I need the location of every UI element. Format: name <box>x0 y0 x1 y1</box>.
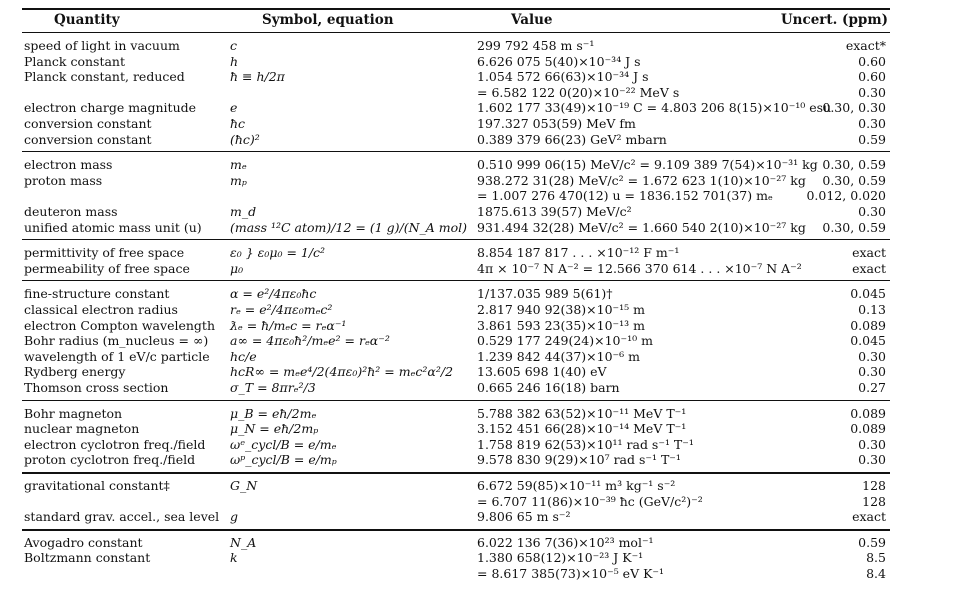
value-cell: 197.327 053(59) MeV fm <box>477 116 636 131</box>
quantity-cell: proton cyclotron freq./field <box>24 452 196 468</box>
table-row <box>22 85 890 100</box>
value-cell: 1/137.035 989 5(61)† <box>477 286 613 302</box>
value-cell: 6.672 59(85)×10⁻¹¹ m³ kg⁻¹ s⁻² <box>477 478 676 493</box>
uncert-cell: 0.27 <box>858 380 886 395</box>
symbol-cell: ε₀ } ε₀μ₀ = 1/c² <box>230 245 326 261</box>
symbol-cell: (mass ¹²C atom)/12 = (1 g)/(N_A mol) <box>230 219 468 235</box>
table-row <box>22 452 890 467</box>
value-cell: 6.022 136 7(36)×10²³ mol⁻¹ <box>477 534 654 550</box>
quantity-cell: fine-structure constant <box>24 286 170 302</box>
top-rule <box>22 8 890 10</box>
table-row <box>22 116 890 131</box>
header-symbol: Symbol, equation <box>262 12 394 28</box>
group-rule <box>22 280 890 281</box>
table-row <box>22 38 890 53</box>
table-row <box>22 535 890 550</box>
quantity-cell: Planck constant, reduced <box>24 69 185 85</box>
uncert-cell: 0.089 <box>850 421 886 437</box>
table-row <box>22 566 890 581</box>
symbol-cell: (ħc)² <box>230 131 260 147</box>
uncert-cell: 0.59 <box>858 131 886 147</box>
table-row <box>22 478 890 493</box>
value-cell: 3.861 593 23(35)×10⁻¹³ m <box>477 317 645 333</box>
uncert-cell: 0.30 <box>858 364 886 380</box>
value-cell: 1.380 658(12)×10⁻²³ J K⁻¹ <box>477 550 644 566</box>
group-rule <box>22 151 890 152</box>
quantity-cell: gravitational constant‡ <box>24 478 170 493</box>
table-row <box>22 364 890 379</box>
symbol-cell: ħc <box>230 116 246 131</box>
value-cell: 4π × 10⁻⁷ N A⁻² = 12.566 370 614 . . . ×10⁻⁷ N A⁻² <box>477 260 802 276</box>
symbol-cell: ƛₑ = ħ/mₑc = rₑα⁻¹ <box>230 317 347 333</box>
table-row <box>22 69 890 84</box>
table-row <box>22 349 890 364</box>
table-row <box>22 173 890 188</box>
uncert-cell: 0.30 <box>858 116 886 131</box>
symbol-cell: σ_T = 8πrₑ²/3 <box>230 380 316 395</box>
uncert-cell: 0.045 <box>850 333 886 349</box>
quantity-cell: electron charge magnitude <box>24 100 197 116</box>
quantity-cell: nuclear magneton <box>24 421 140 437</box>
quantity-cell: permittivity of free space <box>24 245 185 261</box>
quantity-cell: electron Compton wavelength <box>24 317 215 333</box>
uncert-cell: 8.5 <box>866 550 886 566</box>
value-cell: = 1.007 276 470(12) u = 1836.152 701(37) mₑ <box>477 188 773 204</box>
value-cell: 6.626 075 5(40)×10⁻³⁴ J s <box>477 53 641 69</box>
symbol-cell: e <box>230 100 238 116</box>
value-cell: 1.239 842 44(37)×10⁻⁶ m <box>477 348 640 364</box>
quantity-cell: Boltzmann constant <box>24 550 151 566</box>
uncert-cell: 128 <box>862 478 886 493</box>
header-rule <box>22 32 890 33</box>
quantity-cell: Rydberg energy <box>24 364 126 380</box>
uncert-cell: 0.30, 0.59 <box>822 157 886 173</box>
group-rule <box>22 400 890 401</box>
quantity-cell: proton mass <box>24 172 103 188</box>
table-row <box>22 318 890 333</box>
symbol-cell: c <box>230 38 238 53</box>
value-cell: 1875.613 39(57) MeV/c² <box>477 204 632 219</box>
uncert-cell: 0.30 <box>858 204 886 219</box>
quantity-cell: electron mass <box>24 157 113 173</box>
table-row <box>22 132 890 147</box>
symbol-cell: a∞ = 4πε₀ħ²/mₑe² = rₑα⁻² <box>230 333 390 349</box>
uncert-cell: exact <box>852 509 886 525</box>
symbol-cell: hcR∞ = mₑe⁴/2(4πε₀)²ħ² = mₑc²α²/2 <box>230 364 454 380</box>
value-cell: 1.758 819 62(53)×10¹¹ rad s⁻¹ T⁻¹ <box>477 436 694 452</box>
value-cell: = 6.582 122 0(20)×10⁻²² MeV s <box>477 84 680 100</box>
symbol-cell: mₚ <box>230 172 247 188</box>
quantity-cell: classical electron radius <box>24 302 178 317</box>
quantity-cell: electron cyclotron freq./field <box>24 436 206 452</box>
quantity-cell: Thomson cross section <box>24 380 169 395</box>
value-cell: 13.605 698 1(40) eV <box>477 364 607 380</box>
table-row <box>22 245 890 260</box>
value-cell: 931.494 32(28) MeV/c² = 1.660 540 2(10)×10⁻²⁷ kg <box>477 219 806 235</box>
uncert-cell: 0.30, 0.59 <box>822 219 886 235</box>
table-row <box>22 204 890 219</box>
symbol-cell: ωᵖ_cycl/B = e/mₚ <box>230 452 337 468</box>
symbol-cell: ħ ≡ h/2π <box>230 69 285 85</box>
quantity-cell: conversion constant <box>24 116 152 131</box>
value-cell: 938.272 31(28) MeV/c² = 1.672 623 1(10)×10⁻²⁷ kg <box>477 172 806 188</box>
value-cell: 5.788 382 63(52)×10⁻¹¹ MeV T⁻¹ <box>477 405 687 421</box>
symbol-cell: mₑ <box>230 157 247 173</box>
symbol-cell: rₑ = e²/4πε₀mₑc² <box>230 302 333 317</box>
group-rule <box>22 239 890 240</box>
uncert-cell: 0.045 <box>850 286 886 302</box>
value-cell: 1.602 177 33(49)×10⁻¹⁹ C = 4.803 206 8(15)×10⁻¹⁰ esu <box>477 100 832 116</box>
symbol-cell: ωᵉ_cycl/B = e/mₑ <box>230 436 337 452</box>
uncert-cell: 0.30 <box>858 436 886 452</box>
uncert-cell: 0.089 <box>850 317 886 333</box>
uncert-cell: 8.4 <box>866 566 886 581</box>
value-cell: 2.817 940 92(38)×10⁻¹⁵ m <box>477 302 645 317</box>
table-row <box>22 286 890 301</box>
uncert-cell: exact <box>852 245 886 261</box>
table-row <box>22 509 890 524</box>
uncert-cell: 0.012, 0.020 <box>806 188 886 204</box>
header-uncert: Uncert. (ppm) <box>780 12 888 28</box>
symbol-cell: μ₀ <box>230 260 244 276</box>
table-row <box>22 220 890 235</box>
value-cell: 1.054 572 66(63)×10⁻³⁴ J s <box>477 69 649 85</box>
value-cell: 8.854 187 817 . . . ×10⁻¹² F m⁻¹ <box>477 245 680 261</box>
symbol-cell: G_N <box>230 478 258 493</box>
table-row <box>22 406 890 421</box>
uncert-cell: 0.60 <box>858 53 886 69</box>
value-cell: 299 792 458 m s⁻¹ <box>477 38 595 53</box>
group-rule <box>22 472 890 474</box>
symbol-cell: μ_B = eħ/2mₑ <box>230 405 317 421</box>
quantity-cell: wavelength of 1 eV/c particle <box>24 348 210 364</box>
symbol-cell: hc/e <box>230 348 257 364</box>
table-row <box>22 54 890 69</box>
uncert-cell: 0.089 <box>850 405 886 421</box>
uncert-cell: exact <box>852 260 886 276</box>
quantity-cell: unified atomic mass unit (u) <box>24 219 202 235</box>
uncert-cell: exact* <box>845 38 886 53</box>
table-row <box>22 494 890 509</box>
value-cell: 0.665 246 16(18) barn <box>477 380 620 395</box>
symbol-cell: N_A <box>230 534 257 550</box>
quantity-cell: permeability of free space <box>24 260 190 276</box>
table-row <box>22 550 890 565</box>
header-value: Value <box>511 12 553 28</box>
uncert-cell: 0.30, 0.30 <box>822 100 886 116</box>
uncert-cell: 0.60 <box>858 69 886 85</box>
table-row <box>22 421 890 436</box>
symbol-cell: m_d <box>230 204 257 219</box>
quantity-cell: Bohr magneton <box>24 405 123 421</box>
symbol-cell: h <box>230 53 239 69</box>
value-cell: 0.510 999 06(15) MeV/c² = 9.109 389 7(54)×10⁻³¹ kg <box>477 157 818 173</box>
table-row <box>22 333 890 348</box>
value-cell: 9.806 65 m s⁻² <box>477 509 571 525</box>
header-quantity: Quantity <box>54 12 120 28</box>
quantity-cell: speed of light in vacuum <box>24 38 180 53</box>
quantity-cell: Planck constant <box>24 53 126 69</box>
value-cell: 3.152 451 66(28)×10⁻¹⁴ MeV T⁻¹ <box>477 421 687 437</box>
uncert-cell: 0.30, 0.59 <box>822 172 886 188</box>
value-cell: 9.578 830 9(29)×10⁷ rad s⁻¹ T⁻¹ <box>477 452 681 468</box>
table-row <box>22 100 890 115</box>
table-row <box>22 188 890 203</box>
table-row <box>22 302 890 317</box>
table-row <box>22 437 890 452</box>
value-cell: = 6.707 11(86)×10⁻³⁹ ħc (GeV/c²)⁻² <box>477 493 703 509</box>
quantity-cell: Avogadro constant <box>24 534 143 550</box>
symbol-cell: k <box>230 550 238 566</box>
symbol-cell: α = e²/4πε₀ħc <box>230 286 317 302</box>
uncert-cell: 0.13 <box>858 302 886 317</box>
uncert-cell: 0.30 <box>858 452 886 468</box>
value-cell: 0.529 177 249(24)×10⁻¹⁰ m <box>477 333 653 349</box>
quantity-cell: conversion constant <box>24 131 152 147</box>
table-row <box>22 157 890 172</box>
symbol-cell: μ_N = eħ/2mₚ <box>230 421 319 437</box>
table-row <box>22 261 890 276</box>
uncert-cell: 128 <box>862 493 886 509</box>
group-rule <box>22 529 890 531</box>
value-cell: 0.389 379 66(23) GeV² mbarn <box>477 131 667 147</box>
quantity-cell: standard grav. accel., sea level <box>24 509 220 525</box>
quantity-cell: deuteron mass <box>24 204 118 219</box>
table-row <box>22 380 890 395</box>
symbol-cell: g <box>230 509 239 525</box>
uncert-cell: 0.59 <box>858 534 886 550</box>
quantity-cell: Bohr radius (m_nucleus = ∞) <box>24 333 209 349</box>
uncert-cell: 0.30 <box>858 348 886 364</box>
value-cell: = 8.617 385(73)×10⁻⁵ eV K⁻¹ <box>477 566 665 581</box>
uncert-cell: 0.30 <box>858 84 886 100</box>
